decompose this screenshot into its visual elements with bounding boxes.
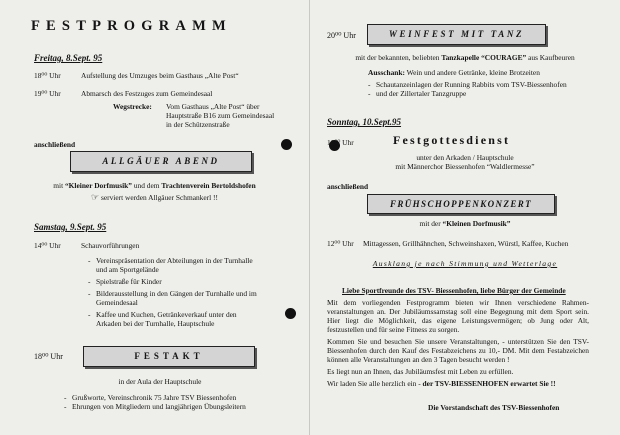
saturday-time: 14⁰⁰ Uhr [34,241,61,250]
punch-hole-upper [281,139,292,150]
saturday-date: Samstag, 9.Sept. 95 [34,222,107,232]
trachtenverein: Trachtenverein Bertoldshofen [161,181,256,190]
sunday-line-2: mit Männerchor Biessenhofen “Waldlermesse” [395,162,535,171]
fruehschoppen-box [367,194,555,214]
invite-text: Wir laden Sie alle herzlich ein - [327,379,423,389]
sunday-time: 10⁰⁰ Uhr [327,138,354,147]
show-line-2 [368,89,567,98]
festgottesdienst-title: Festgottesdienst [393,133,511,147]
festakt-title: FESTAKT [134,351,204,361]
punch-hole-lower [285,308,296,319]
saturday-event: Schauvorführungen [81,241,140,250]
ausklang-text: Ausklang je nach Stimmung und Wetterlage [372,259,558,268]
letter-paragraph-2: Kommen Sie und besuchen Sie unsere Veranstaltungen, - unterstützen Sie den TSV-Biessenhofen durch den Kauf des Festabzeichens zu 10,- DM. Mit dem Festabzeichen können alle Veranstaltungen an den 3 Tagen besucht werden ! [327,337,589,365]
festakt-location: in der Aula der Hauptschule [118,377,202,386]
program-header: FESTPROGRAMM [31,18,232,34]
show-line-2-text: und der Zillertaler Tanzgruppe [376,89,467,99]
kleinen-dorfmusik: “Kleinen Dorfmusik” [442,219,511,228]
letter-heading: Liebe Sportfreunde des TSV- Biessenhofen, liebe Bürger der Gemeinde [342,286,566,295]
ausschank-text: Wein und andere Getränke, kleine Brotzeiten [404,68,540,77]
pointing-hand-icon: ☞ [91,193,100,203]
show-line-1: - Schautanzeinlagen der Running Rabbits vom TSV-Biessenhofen [368,80,567,89]
weinfest-show [368,80,567,98]
fruehschoppen-time: 12⁰⁰ Uhr [327,239,354,248]
sunday-line-1: unter den Arkaden / Hauptschule [416,153,514,162]
invite-bold: der TSV-BIESSENHOFEN erwartet Sie !! [422,379,556,389]
fruehschoppen-line-pre: mit der [419,219,443,228]
signature: Die Vorstandschaft des TSV-Biessenhofen [428,403,560,412]
allgaeuer-line-pre: mit [53,181,65,190]
friday-event-1: Aufstellung des Umzuges beim Gasthaus „Alte Post“ [81,71,239,80]
list-item: - Grußworte, Vereinschronik 75 Jahre TSV Biessenhofen [64,393,246,402]
festakt-box [83,346,255,367]
kleiner-dorfmusik: “Kleiner Dorfmusik” [64,181,132,190]
weinfest-line-post: aus Kaufbeuren [526,53,575,62]
friday-date: Freitag, 8.Sept. 95 [34,53,103,63]
letter-paragraph-4 [327,379,589,388]
ausschank-label: Ausschank: [368,68,405,77]
weinfest-box [367,24,546,45]
friday-time-2: 19⁰⁰ Uhr [34,89,61,98]
weinfest-time: 20⁰⁰ Uhr [327,31,356,40]
page-fold [309,0,310,435]
festakt-list [64,393,246,411]
route-line-2: Hauptstraße B16 zum Gemeindesaal [166,111,275,120]
anschliessend-right: anschließend [327,182,369,191]
list-item: - Bilderausstellung in den Gängen der Turnhalle und im Gemeindesaal [88,289,258,307]
friday-time-1: 18⁰⁰ Uhr [34,71,61,80]
festakt-time: 18⁰⁰ Uhr [34,352,63,361]
friday-event-2: Abmarsch des Festzuges zum Gemeindesaal [81,89,213,98]
schmankerl-text: serviert werden Allgäuer Schmankerl !! [100,193,218,202]
fruehschoppen-line [310,219,620,228]
anschliessend-left: anschließend [34,140,76,149]
list-item: - Vereinspräsentation der Abteilungen in der Turnhalle und am Sportgelände [88,256,258,274]
allgaeuer-line-mid: und dem [131,181,162,190]
fruehschoppen-title: FRÜHSCHOPPENKONZERT [389,199,533,209]
weinfest-line-pre: mit der bekannten, beliebten [355,53,442,62]
letter-body [327,298,589,388]
tanzkapelle-courage: Tanzkapelle “COURAGE” [441,53,527,62]
allgaeuer-line-2 [0,193,309,204]
fruehschoppen-food: Mittagessen, Grillhähnchen, Schweinshaxen, Würstl, Kaffee, Kuchen [363,239,569,248]
route-line-3: in der Schützenstraße [166,120,230,129]
ausschank-line [368,68,540,77]
route-line-1: Vom Gasthaus „Alte Post“ über [166,102,260,111]
allgaeuer-abend-box [70,151,252,172]
letter-paragraph-1: Mit dem vorliegenden Festprogramm bieten wir Ihnen verschiedene Rahmen-veranstaltungen an. Der Jubiläumssamstag soll eine Begegnung mit dem Sport sein. Hier liegt die Möglichkeit, das eigene Leistungsvermögen; ob Jung oder Alt, festzustellen und für seine Fitness zu sorgen. [327,298,589,335]
list-item: - Ehrungen von Mitgliedern und langjährigen Übungsleitern [64,402,246,411]
allgaeuer-abend-title: ALLGÄUER ABEND [102,156,220,166]
saturday-list [88,256,258,328]
allgaeuer-line-1 [0,181,309,190]
weinfest-title: WEINFEST MIT TANZ [388,29,525,39]
list-item: - Kaffee und Kuchen, Getränkeverkauf unter den Arkaden bei der Turnhalle, Hauptschule [88,310,258,328]
weinfest-line [310,53,620,62]
route-label: Wegstrecke: [113,102,152,111]
sunday-date: Sonntag, 10.Sept.95 [327,117,402,127]
letter-paragraph-3: Es liegt nun an Ihnen, das Jubiläumsfest mit Leben zu erfüllen. [327,367,514,377]
list-item: - Spielstraße für Kinder [88,277,258,286]
